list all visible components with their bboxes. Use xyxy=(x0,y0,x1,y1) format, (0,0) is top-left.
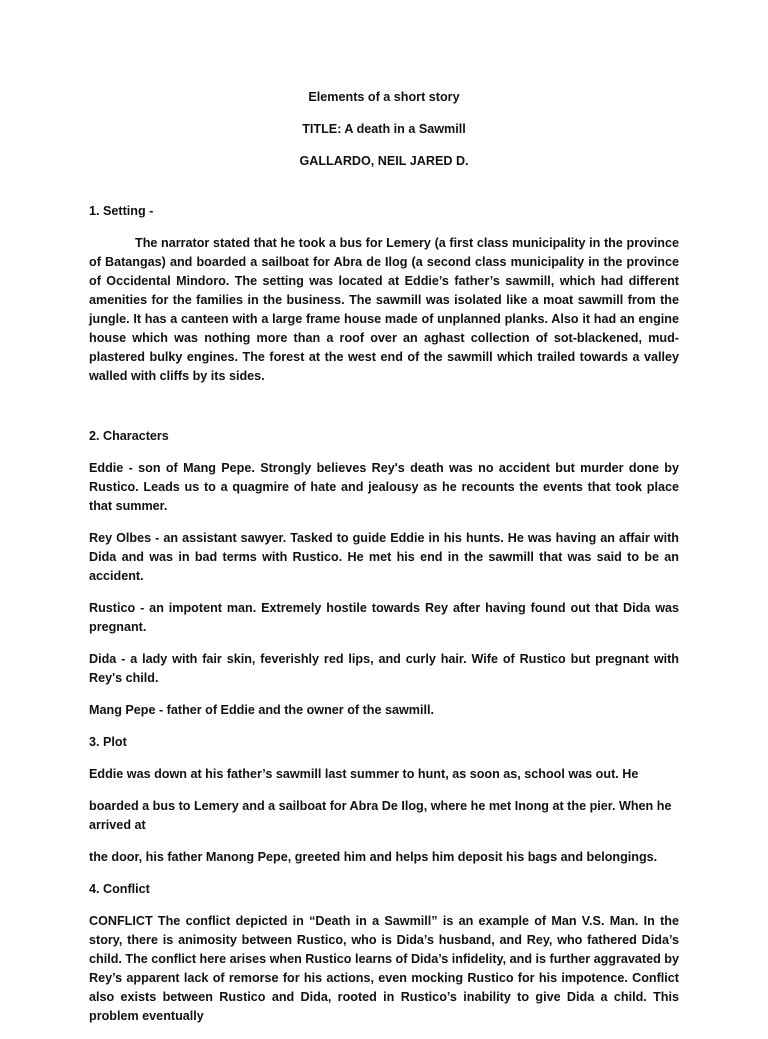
plot-line-2: boarded a bus to Lemery and a sailboat for Abra De Ilog, where he met Inong at the pier. When he arrived at xyxy=(89,799,672,832)
document-page xyxy=(89,88,679,1039)
plot-heading: 3. Plot xyxy=(89,735,127,749)
character-rustico: Rustico - an impotent man. Extremely hostile towards Rey after having found out that Dida was pregnant. xyxy=(89,601,679,634)
setting-heading: 1. Setting - xyxy=(89,204,154,218)
document-subject: Elements of a short story xyxy=(308,90,460,104)
conflict-heading: 4. Conflict xyxy=(89,882,150,896)
document-title: TITLE: A death in a Sawmill xyxy=(302,122,466,136)
setting-paragraph: The narrator stated that he took a bus for Lemery (a first class municipality in the province of Batangas) and boarded a sailboat for Abra de Ilog (a second class municipality in the province of Occidental Mindoro. The setting was located at Eddie’s father’s sawmill, which had different amenities for the families in the business. The sawmill was isolated like a moat sawmill from the jungle. It has a canteen with a large frame house made of unplanned planks. Also it had an engine house which was nothing more than a roof over an aghast collection of sot-blackened, mud-plastered bulky engines. The forest at the west end of the sawmill which trailed towards a valley walled with cliffs by its sides. xyxy=(89,236,679,383)
character-dida: Dida - a lady with fair skin, feverishly red lips, and curly hair. Wife of Rustico but pregnant with Rey's child. xyxy=(89,652,679,685)
conflict-paragraph: CONFLICT The conflict depicted in “Death in a Sawmill” is an example of Man V.S. Man. In the story, there is animosity between Rustico, who is Dida’s husband, and Rey, who fathered Dida’s child. The conflict here arises when Rustico learns of Dida’s infidelity, and is further aggravated by Rey’s apparent lack of remorse for his actions, even mocking Rustico for his impotence. Conflict also exists between Rustico and Dida, rooted in Rustico’s inability to give Dida a child. This problem eventually xyxy=(89,914,679,1023)
character-mang-pepe: Mang Pepe - father of Eddie and the owner of the sawmill. xyxy=(89,703,434,717)
character-rey-olbes: Rey Olbes - an assistant sawyer. Tasked to guide Eddie in his hunts. He was having an affair with Dida and was in bad terms with Rustico. He met his end in the sawmill that was said to be an accident. xyxy=(89,531,679,583)
plot-line-3: the door, his father Manong Pepe, greeted him and helps him deposit his bags and belongings. xyxy=(89,850,658,864)
document-header xyxy=(89,88,679,171)
characters-heading: 2. Characters xyxy=(89,429,169,443)
character-eddie: Eddie - son of Mang Pepe. Strongly believes Rey's death was no accident but murder done by Rustico. Leads us to a quagmire of hate and jealousy as he recounts the events that took place that summer. xyxy=(89,461,679,513)
plot-line-1: Eddie was down at his father’s sawmill last summer to hunt, as soon as, school was out. He xyxy=(89,767,639,781)
author-name: GALLARDO, NEIL JARED D. xyxy=(299,154,469,168)
